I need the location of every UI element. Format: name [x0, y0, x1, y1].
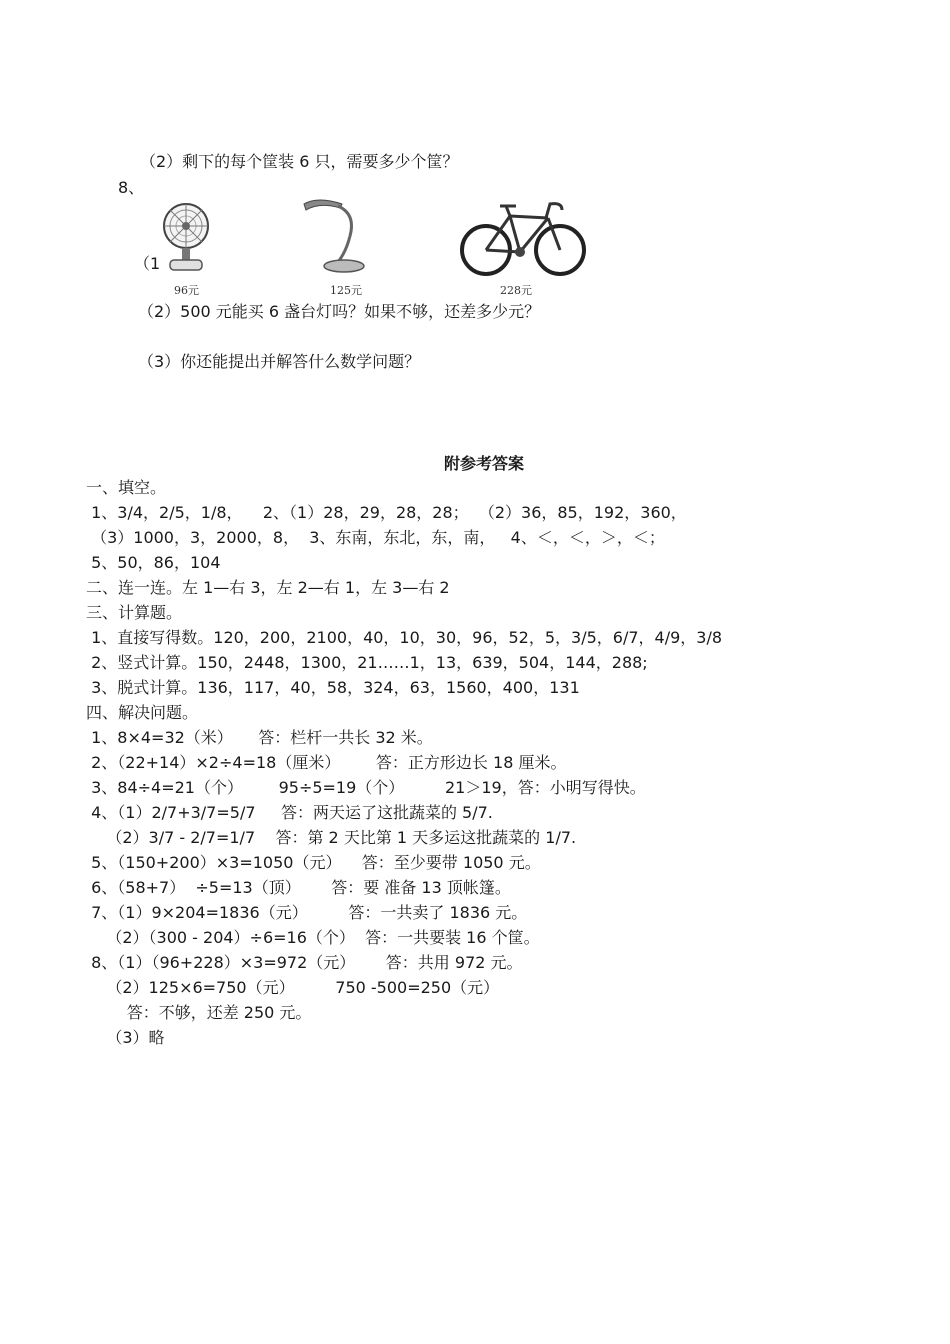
answer-line: 4、（1）2/7+3/7=5/7 答：两天运了这批蔬菜的 5/7. — [86, 803, 493, 822]
desk-lamp-icon — [298, 196, 368, 276]
answer-line: 1、直接写得数。120，200，2100，40，10，30，96，52，5，3/5，6/7，4/9，3/8 — [86, 628, 723, 647]
answer-line: 2、（22+14）×2÷4=18（厘米） 答：正方形边长 18 厘米。 — [86, 753, 567, 772]
answers-title: 附参考答案 — [444, 454, 525, 473]
q8-label: 8、 — [118, 178, 145, 197]
answer-line: 二、连一连。左 1—右 3，左 2—右 1，左 3—右 2 — [86, 578, 450, 597]
bicycle-icon — [458, 196, 590, 280]
answer-line: 3、脱式计算。136，117，40，58，324，63，1560，400，131 — [86, 678, 580, 697]
answer-line: 四、解决问题。 — [86, 703, 199, 722]
answer-line: （2）3/7 - 2/7=1/7 答：第 2 天比第 1 天多运这批蔬菜的 1/7. — [86, 828, 577, 847]
answer-line: （2）125×6=750（元） 750 -500=250（元） — [86, 978, 500, 997]
answer-line: （3）略 — [86, 1028, 165, 1047]
answer-line: 6、（58+7） ÷5=13（顶） 答：要 准备 13 顶帐篷。 — [86, 878, 511, 897]
answer-line: 8、（1）（96+228）×3=972（元） 答：共用 972 元。 — [86, 953, 523, 972]
answer-line: 2、竖式计算。150，2448，1300，21……1，13，639，504，144，288; — [86, 653, 648, 672]
q8-sub3-text: （3）你还能提出并解答什么数学问题？ — [138, 352, 421, 371]
answer-line: 5、50，86，104 — [86, 553, 221, 572]
bicycle-image — [458, 196, 590, 284]
lamp-price: 125元 — [330, 284, 362, 297]
fan-icon — [160, 196, 212, 276]
q7-sub2-text: （2）剩下的每个筐装 6 只，需要多少个筐？ — [140, 152, 459, 171]
answer-line: 1、3/4，2/5，1/8， 2、（1）28，29，28，28； （2）36，85，192，360， — [86, 503, 687, 522]
fan-price: 96元 — [174, 284, 199, 297]
answer-line: 答：不够，还差 250 元。 — [86, 1003, 312, 1022]
answer-line: 7、（1）9×204=1836（元） 答：一共卖了 1836 元。 — [86, 903, 528, 922]
product-images — [160, 196, 590, 296]
q8-sub2-text: （2）500 元能买 6 盏台灯吗？如果不够，还差多少元？ — [138, 302, 541, 321]
answer-line: 三、计算题。 — [86, 603, 183, 622]
answer-line: （2）（300 - 204）÷6=16（个） 答：一共要装 16 个筐。 — [86, 928, 540, 947]
answer-line: （3）1000，3，2000，8， 3、东南，东北，东，南， 4、＜，＜，＞，＜； — [86, 528, 665, 547]
answer-line: 一、填空。 — [86, 478, 167, 497]
q8-sub1-prefix: （1 — [134, 254, 161, 273]
answer-line: 3、84÷4=21（个） 95÷5=19（个） 21＞19，答：小明写得快。 — [86, 778, 646, 797]
answer-line: 1、8×4=32（米） 答：栏杆一共长 32 米。 — [86, 728, 433, 747]
answer-line: 5、（150+200）×3=1050（元） 答：至少要带 1050 元。 — [86, 853, 541, 872]
bicycle-price: 228元 — [500, 284, 532, 297]
fan-image — [160, 196, 212, 280]
lamp-image — [298, 196, 368, 280]
